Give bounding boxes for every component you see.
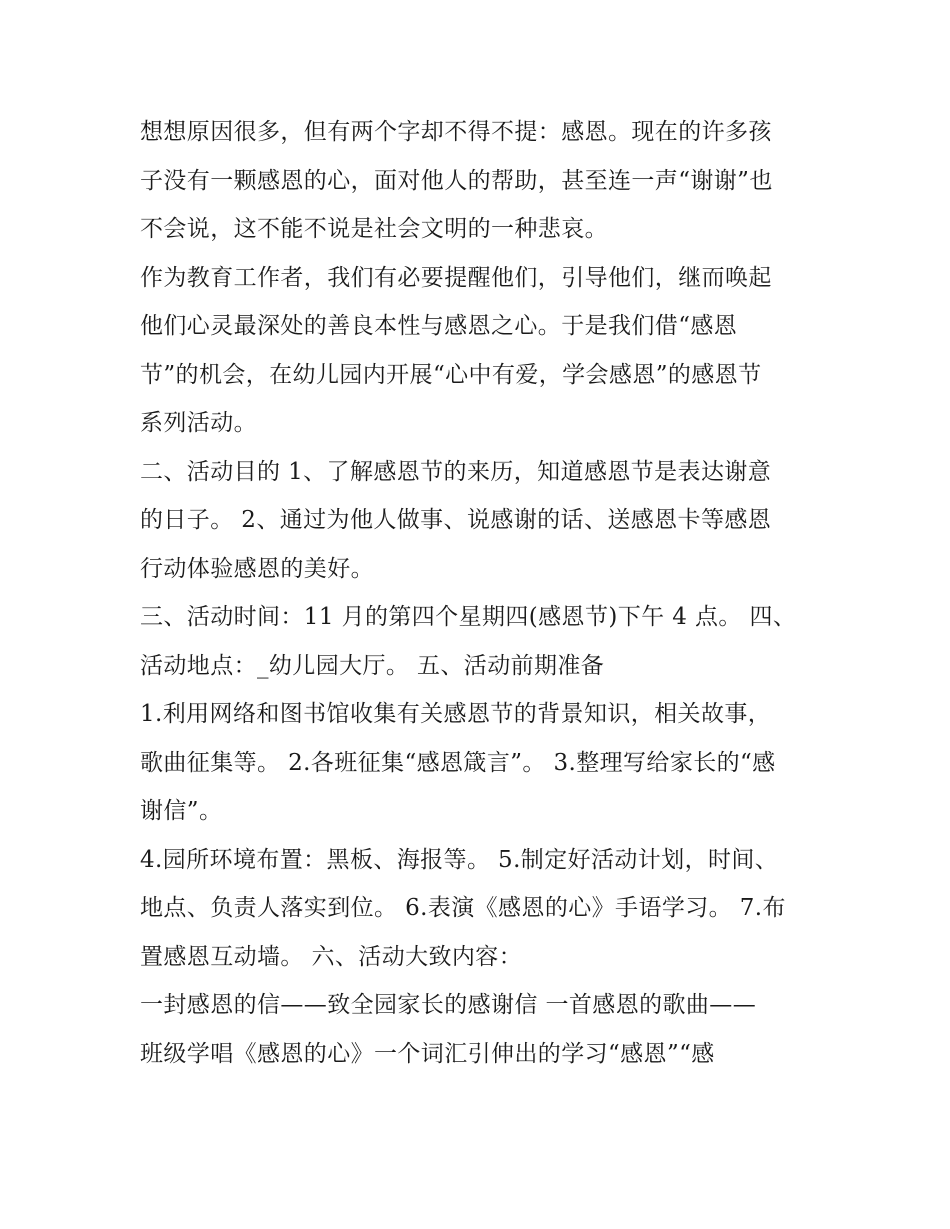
text-line: 节”的机会，在幼儿园内开展“心中有爱，学会感恩”的感恩节 xyxy=(140,361,762,388)
paragraph-intro xyxy=(140,108,820,254)
paragraph-activity-goals xyxy=(140,448,820,594)
document-body xyxy=(140,108,820,1078)
paragraph-time-place xyxy=(140,593,820,690)
text-line: 地点、负责人落实到位。 6.表演《感恩的心》手语学习。 7.布 xyxy=(140,895,786,921)
text-line: 子没有一颗感恩的心，面对他人的帮助，甚至连一声“谢谢”也 xyxy=(140,167,773,194)
paragraph-purpose xyxy=(140,254,820,448)
text-line: 班级学唱《感恩的心》一个词汇引伸出的学习“感恩”“感 xyxy=(140,1040,715,1067)
text-line: 歌曲征集等。 2.各班征集“感恩箴言”。 3.整理写给家长的“感 xyxy=(140,749,776,776)
text-line: 系列活动。 xyxy=(140,410,257,436)
text-line: 置感恩互动墙。 六、活动大致内容： xyxy=(140,943,523,970)
text-line: 4.园所环境布置：黑板、海报等。 5.制定好活动计划，时间、 xyxy=(140,846,779,873)
text-line: 的日子。 2、通过为他人做事、说感谢的话、送感恩卡等感恩 xyxy=(140,507,772,533)
text-line: 活动地点：_幼儿园大厅。 五、活动前期准备 xyxy=(140,652,605,679)
text-line: 作为教育工作者，我们有必要提醒他们，引导他们，继而唤起 xyxy=(140,264,772,291)
paragraph-content xyxy=(140,981,820,1078)
text-line: 一封感恩的信——致全园家长的感谢信 一首感恩的歌曲—— xyxy=(140,992,757,1018)
text-line: 不会说，这不能不说是社会文明的一种悲哀。 xyxy=(140,216,608,242)
paragraph-preparation-continued xyxy=(140,836,820,982)
paragraph-preparation xyxy=(140,690,820,836)
text-line: 行动体验感恩的美好。 xyxy=(140,555,374,582)
text-line: 想想原因很多，但有两个字却不得不提：感恩。现在的许多孩 xyxy=(140,119,772,145)
text-line: 谢信”。 xyxy=(140,798,223,824)
text-line: 1.利用网络和图书馆收集有关感恩节的背景知识，相关故事， xyxy=(140,701,772,727)
text-line: 三、活动时间：11 月的第四个星期四(感恩节)下午 4 点。 四、 xyxy=(140,604,797,630)
text-line: 二、活动目的 1、了解感恩节的来历，知道感恩节是表达谢意 xyxy=(140,458,772,485)
text-line: 他们心灵最深处的善良本性与感恩之心。于是我们借“感恩 xyxy=(140,313,738,339)
